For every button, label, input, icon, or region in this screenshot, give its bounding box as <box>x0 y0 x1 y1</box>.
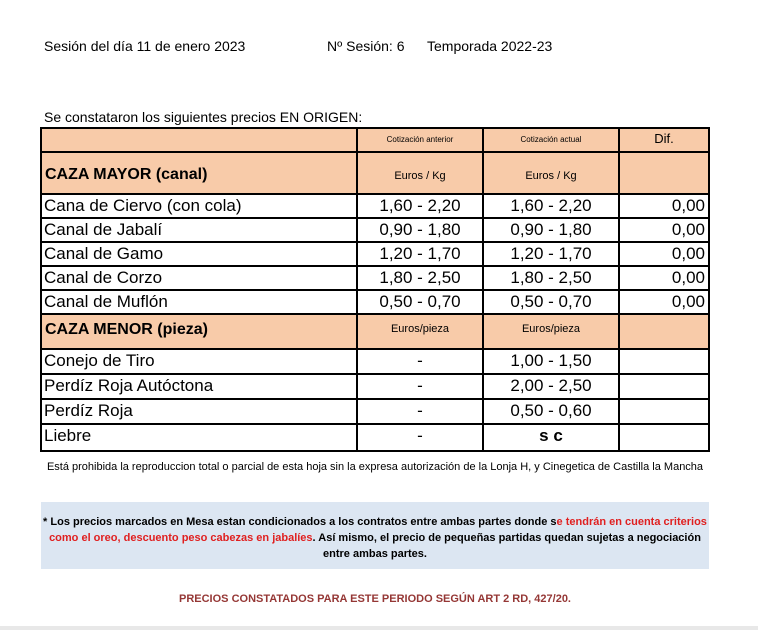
legal-footer: PRECIOS CONSTATADOS PARA ESTE PERIODO SEGÚN ART 2 RD, 427/20. <box>179 593 571 605</box>
note-text-highlight: e tendrán en cuenta criterios como el oreo, descuento peso cabezas en jabalíes <box>49 516 707 544</box>
intro-text: Se constataron los siguientes precios EN ORIGEN: <box>44 109 363 125</box>
note-text-end: . Así mismo, el precio de pequeñas partidas quedan sujetas a negociación entre ambas partes. <box>312 532 701 560</box>
unit-current-mayor: Euros / Kg <box>484 153 618 193</box>
col-previous-header: Cotización anterior <box>358 129 482 151</box>
session-date: Sesión del día 11 de enero 2023 <box>44 38 246 54</box>
table-row-curr: 1,60 - 2,20 <box>484 195 618 217</box>
diff-blank-mayor <box>620 153 708 193</box>
table-row-diff: 0,00 <box>620 243 708 265</box>
table-row-label: Perdíz Roja <box>42 400 356 423</box>
col-diff-header: Dif. <box>620 129 708 151</box>
table-row-prev: 1,60 - 2,20 <box>358 195 482 217</box>
table-row-diff: 0,00 <box>620 291 708 313</box>
unit-current-menor: Euros/pieza <box>484 315 618 348</box>
table-row-prev: - <box>358 375 482 398</box>
table-row-label: Canal de Corzo <box>42 267 356 289</box>
col-current-header: Cotización actual <box>484 129 618 151</box>
table-row-curr: 1,00 - 1,50 <box>484 350 618 373</box>
table-row-curr: 1,20 - 1,70 <box>484 243 618 265</box>
table-row-curr: 0,50 - 0,70 <box>484 291 618 313</box>
section-caza-menor: CAZA MENOR (pieza) <box>42 315 356 348</box>
table-row-label: Perdíz Roja Autóctona <box>42 375 356 398</box>
price-table <box>40 127 710 452</box>
page-bottom-divider <box>0 626 758 630</box>
note-text: * Los precios marcados en Mesa estan condicionados a los contratos entre ambas partes donde s <box>43 516 557 528</box>
table-row-curr: 1,80 - 2,50 <box>484 267 618 289</box>
copyright-notice: Está prohibida la reproduccion total o parcial de esta hoja sin la expresa autorización de la Lonja H, y Cinegetica de Castilla la Mancha <box>46 461 704 473</box>
table-row-label: Canal de Gamo <box>42 243 356 265</box>
table-row-diff <box>620 375 708 398</box>
table-row-curr: 0,50 - 0,60 <box>484 400 618 423</box>
table-row-prev: 0,90 - 1,80 <box>358 219 482 241</box>
table-row-diff <box>620 425 708 450</box>
table-row-label: Liebre <box>42 425 356 450</box>
price-conditions-note <box>41 502 709 569</box>
season: Temporada 2022-23 <box>427 38 553 54</box>
table-row-diff <box>620 400 708 423</box>
table-row-prev: - <box>358 400 482 423</box>
table-row-label: Conejo de Tiro <box>42 350 356 373</box>
table-row-prev: 1,80 - 2,50 <box>358 267 482 289</box>
table-row-label: Canal de Jabalí <box>42 219 356 241</box>
table-row-curr: s c <box>484 425 618 450</box>
table-row-curr: 0,90 - 1,80 <box>484 219 618 241</box>
table-row-prev: 0,50 - 0,70 <box>358 291 482 313</box>
unit-previous-menor: Euros/pieza <box>358 315 482 348</box>
table-row-curr: 2,00 - 2,50 <box>484 375 618 398</box>
unit-previous-mayor: Euros / Kg <box>358 153 482 193</box>
table-row-prev: - <box>358 350 482 373</box>
table-row-diff: 0,00 <box>620 219 708 241</box>
table-row-label: Cana de Ciervo (con cola) <box>42 195 356 217</box>
session-number: Nº Sesión: 6 <box>327 38 405 54</box>
header-blank <box>42 129 356 151</box>
table-row-label: Canal de Muflón <box>42 291 356 313</box>
table-row-prev: - <box>358 425 482 450</box>
section-caza-mayor: CAZA MAYOR (canal) <box>42 153 356 193</box>
table-row-diff: 0,00 <box>620 195 708 217</box>
table-row-diff <box>620 350 708 373</box>
diff-blank-menor <box>620 315 708 348</box>
table-row-prev: 1,20 - 1,70 <box>358 243 482 265</box>
table-row-diff: 0,00 <box>620 267 708 289</box>
